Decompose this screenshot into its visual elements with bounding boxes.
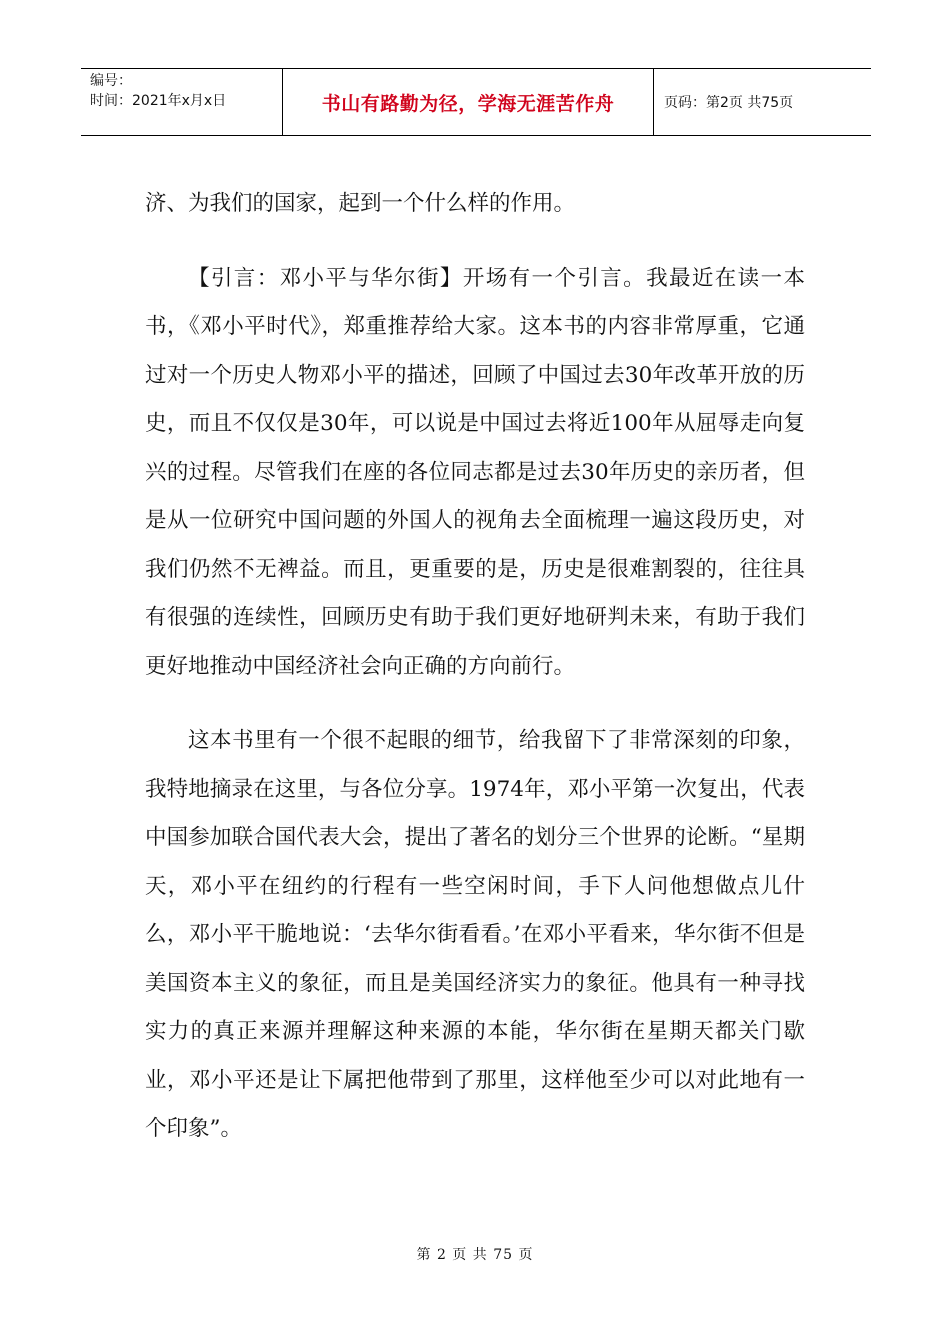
page-footer: 第 2 页 共 75 页: [416, 1247, 534, 1263]
paragraph-introduction: 【引言：邓小平与华尔街】开场有一个引言。我最近在读一本书，《邓小平时代》，郑重推荐给大家。这本书的内容非常厚重，它通过对一个历史人物邓小平的描述，回顾了中国过去30年改革开放的历史，而且不仅仅是30年，可以说是中国过去将近100年从屈辱走向复兴的过程。尽管我们在座的各位同志都是过去30年历史的亲历者，但是从一位研究中国问题的外国人的视角去全面梳理一遍这段历史，对我们仍然不无裨益。而且，更重要的是，历史是很难割裂的，往往具有很强的连续性，回顾历史有助于我们更好地研判未来，有助于我们更好地推动中国经济社会向正确的方向前行。: [145, 265, 805, 679]
header-motto: 书山有路勤为径，学海无涯苦作舟: [283, 69, 654, 135]
header-meta: [81, 69, 283, 135]
header-page-info: 页码：第2页 共75页: [664, 95, 794, 111]
document-date: 时间：2021年x月x日: [90, 93, 227, 109]
document-number-label: 编号：: [90, 73, 132, 89]
document-body: [145, 180, 805, 1180]
page-header: [81, 68, 871, 136]
paragraph-wall-street-anecdote: 这本书里有一个很不起眼的细节，给我留下了非常深刻的印象，我特地摘录在这里，与各位分享。1974年，邓小平第一次复出，代表中国参加联合国代表大会，提出了著名的划分三个世界的论断。“星期天，邓小平在纽约的行程有一些空闲时间，手下人问他想做点儿什么，邓小平干脆地说：‘去华尔街看看。’在邓小平看来，华尔街不但是美国资本主义的象征，而且是美国经济实力的象征。他具有一种寻找实力的真正来源并理解这种来源的本能，华尔街在星期天都关门歇业，邓小平还是让下属把他带到了那里，这样他至少可以对此地有一个印象”。: [145, 728, 805, 1141]
paragraph-continuation: 济、为我们的国家，起到一个什么样的作用。: [145, 191, 576, 216]
